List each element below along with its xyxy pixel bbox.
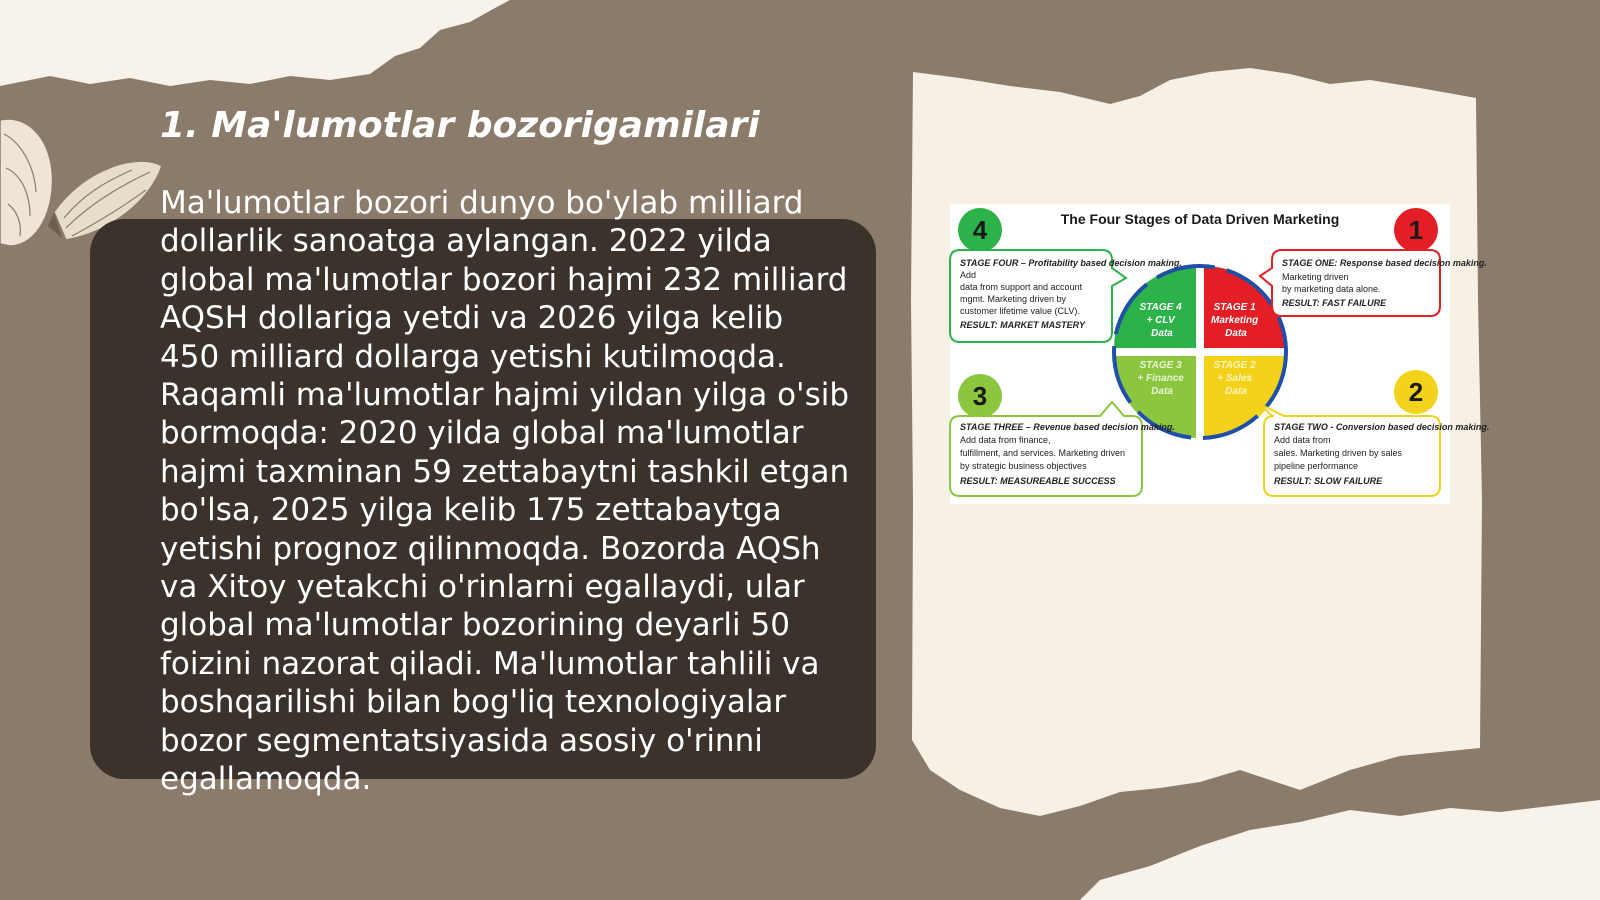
wheel-label-stage-1: STAGE 1 Marketing Data xyxy=(1210,302,1259,339)
stage-1-number: 1 xyxy=(1408,215,1424,245)
wheel-label-stage-4: STAGE 4 + CLV Data xyxy=(1139,302,1182,339)
wheel-label-stage-2: STAGE 2 + Sales Data xyxy=(1213,360,1256,397)
top-left-torn-paper xyxy=(0,0,510,86)
four-stages-infographic xyxy=(950,204,1490,504)
stage-1-description: STAGE ONE: Response based decision making. Marketing driven by marketing data alone. RESULT: FAST FAILURE xyxy=(1282,258,1487,308)
slide-body-text: Ma'lumotlar bozori dunyo bo'ylab milliard dollarlik sanoatga aylangan. 2022 yilda global ma'lumotlar bozori hajmi 232 milliard AQSH dollariga yetdi va 2026 yilga kelib 450 milliard dollarga yetishi kutilmoqda. Raqamli ma'lumotlar hajmi yildan yilga o'sib bormoqda: 2020 yilda global ma'lumotlar hajmi taxminan 59 zettabaytni tashkil etgan bo'lsa, 2025 yilga kelib 175 zettabaytga yetishi prognoz qilinmoqda. Bozorda AQSh va Xitoy yetakchi o'rinlarni egallaydi, ular global ma'lumotlar bozorining deyarli 50 foizini nazorat qiladi. Ma'lumotlar tahlili va boshqarilishi bilan bog'liq texnologiyalar bozor segmentatsiyasida asosiy o'rinni egallamoqda. xyxy=(160,185,850,798)
bottom-right-torn-paper xyxy=(1080,800,1600,900)
wheel-label-stage-3: STAGE 3 + Finance Data xyxy=(1137,360,1184,397)
stage-4-number: 4 xyxy=(972,215,988,245)
stage-3-number: 3 xyxy=(972,381,988,411)
stage-4-description: STAGE FOUR – Profitability based decision making. Add data from support and account mgmt. Marketing driven by customer lifetime value (CLV). RESULT: MARKET MASTERY xyxy=(960,258,1182,330)
stage-2-description: STAGE TWO - Conversion based decision making. Add data from sales. Marketing driven by sales pipeline performance RESULT: SLOW FAILURE xyxy=(1274,422,1490,486)
slide-title: 1. Ma'lumotlar bozorigamilari xyxy=(160,105,760,146)
infographic-title: The Four Stages of Data Driven Marketing xyxy=(1060,211,1340,227)
stage-3-description: STAGE THREE – Revenue based decision making. Add data from finance, fulfillment, and services. Marketing driven by strategic business objectives RESULT: MEASUREABLE SUCCESS xyxy=(960,422,1175,486)
stage-2-number: 2 xyxy=(1408,377,1424,407)
